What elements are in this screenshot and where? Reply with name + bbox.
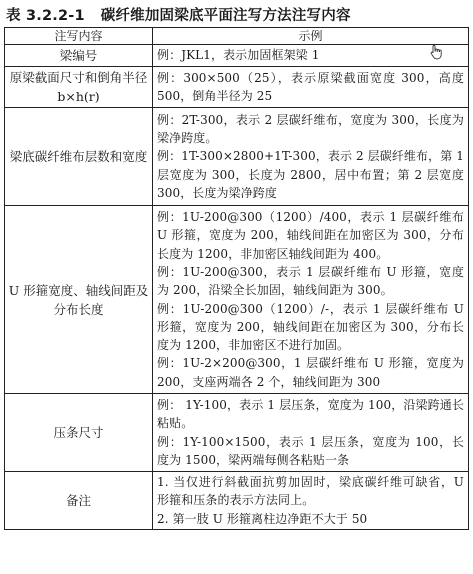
table-row	[5, 45, 469, 67]
desc-line: 例： 1Y-100，表示 1 层压条，宽度为 100，沿梁跨通长粘贴。	[157, 397, 464, 431]
table-row	[5, 67, 469, 108]
desc-line: 例：1U-200@300（1200）/-，表示 1 层碳纤维布 U 形箍，宽度为 200，轴线间距在加密区为 300，分布长度为 1200，非加密区不进行加固。	[157, 301, 464, 353]
row-desc-remarks	[153, 472, 469, 530]
desc-line: 例：300×500（25），表示原梁截面宽度 300，高度 500，倒角半径为 25	[157, 70, 464, 103]
row-label-cfrp-layers: 梁底碳纤维布层数和宽度	[5, 108, 153, 206]
row-label-remarks: 备注	[5, 472, 153, 530]
desc-line: 1. 当仅进行斜截面抗剪加固时，梁底碳纤维可缺省，U 形箍和压条的表示方法同上。	[157, 475, 464, 508]
row-label-u-hoop: U 形箍宽度、轴线间距及分布长度	[5, 206, 153, 394]
annotation-table	[4, 27, 469, 530]
table-header-row	[5, 28, 469, 45]
row-desc-beam-number	[153, 45, 469, 67]
desc-line: 例：1U-200@300，表示 1 层碳纤维布 U 形箍，宽度为 200，沿梁全长加固，轴线间距为 300。	[157, 264, 464, 298]
row-desc-u-hoop	[153, 206, 469, 394]
row-label-press-strip: 压条尺寸	[5, 394, 153, 472]
table-row	[5, 394, 469, 472]
table-number: 表 3.2.2-1	[6, 8, 85, 24]
desc-line: 例：JKL1，表示加固框架梁 1	[157, 48, 320, 63]
table-title: 碳纤维加固梁底平面注写方法注写内容	[100, 8, 351, 24]
header-example: 示例	[153, 28, 469, 45]
desc-line: 例：1Y-100×1500，表示 1 层压条，宽度为 100，长度为 1500，梁两端每侧各粘贴一条	[157, 434, 464, 467]
hand-cursor-icon	[428, 44, 444, 60]
table-row	[5, 108, 469, 206]
desc-line: 例：1U-2×200@300，1 层碳纤维布 U 形箍，宽度为 200，支座两端各 2 个，轴线间距为 300	[157, 356, 464, 389]
row-desc-cfrp-layers	[153, 108, 469, 206]
row-desc-section-size	[153, 67, 469, 108]
table-row	[5, 206, 469, 394]
desc-line: 例：1U-200@300（1200）/400，表示 1 层碳纤维布 U 形箍，宽度为 200，轴线间距在加密区为 300，分布长度为 1200，非加密区轴线间距为 400。	[157, 210, 464, 261]
desc-line: 例：1T-300×2800+1T-300，表示 2 层碳纤维布，第 1 层宽度为 300，长度为 2800，居中布置；第 2 层宽度 300，长度为梁净跨度	[157, 149, 464, 200]
row-label-section-size: 原梁截面尺寸和倒角半径 b×h(r)	[5, 67, 153, 108]
row-desc-press-strip	[153, 394, 469, 472]
header-content: 注写内容	[5, 28, 153, 45]
table-row	[5, 472, 469, 530]
table-caption	[6, 4, 351, 26]
row-label-beam-number: 梁编号	[5, 45, 153, 67]
desc-line: 例：2T-300，表示 2 层碳纤维布，宽度为 300，长度为梁净跨度。	[157, 112, 464, 146]
desc-line: 2. 第一肢 U 形箍离柱边净距不大于 50	[157, 511, 368, 526]
